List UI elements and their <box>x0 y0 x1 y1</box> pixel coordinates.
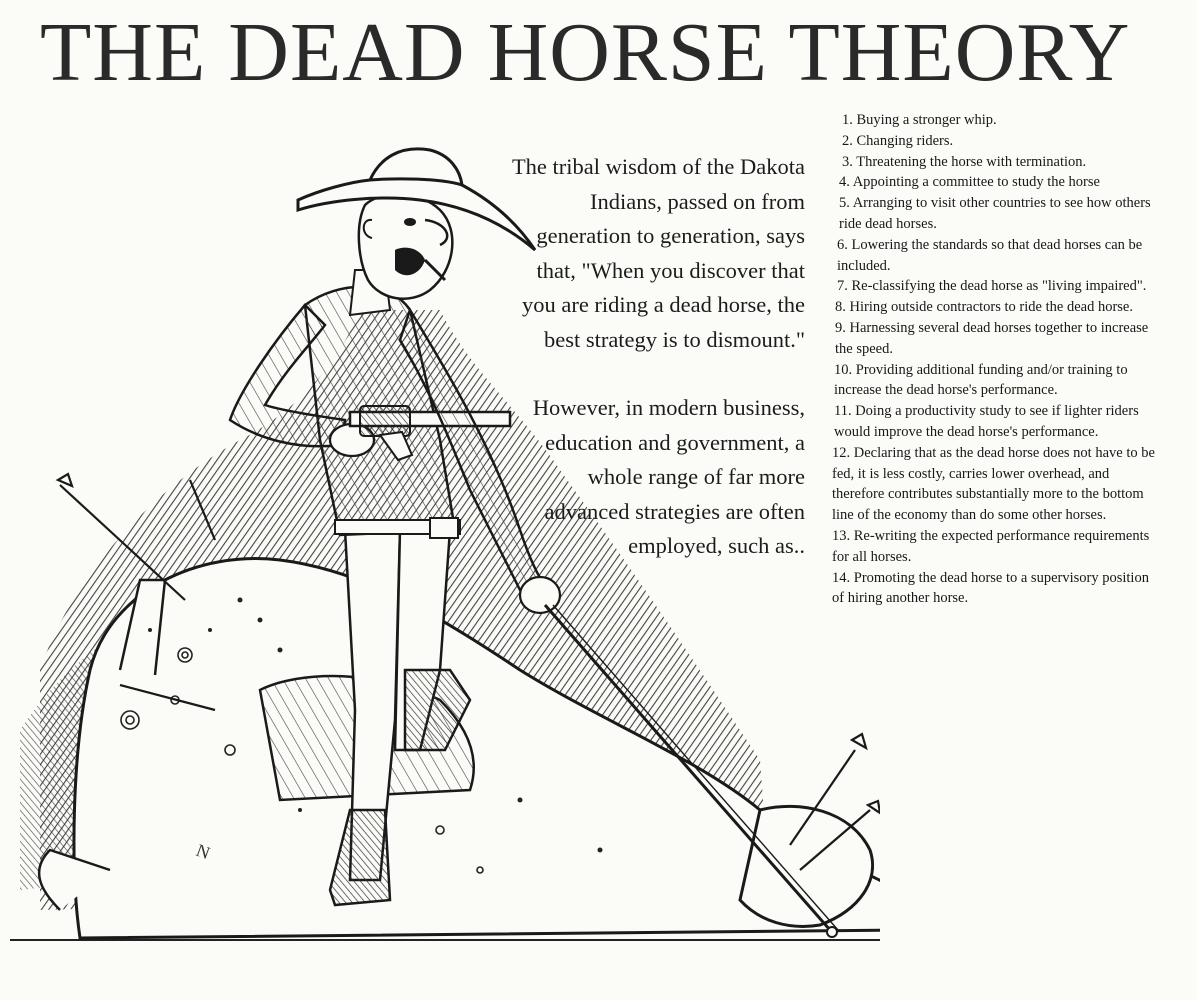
list-item: 3. Threatening the horse with termination. <box>842 153 1087 170</box>
strategy-list <box>830 110 1160 609</box>
svg-text:N: N <box>193 839 213 864</box>
intro-text <box>500 150 805 564</box>
list-item: 5. Arranging to visit other countries to see how others ride dead horses. <box>839 195 1151 232</box>
list-item: 1. Buying a stronger whip. <box>842 112 997 128</box>
page-title: THE DEAD HORSE THEORY <box>40 6 1131 99</box>
list-item: 6. Lowering the standards so that dead horses can be included. <box>837 236 1143 274</box>
intro-paragraph-1: The tribal wisdom of the Dakota Indians, passed on from generation to generation, says that, "When you discover that you are riding a dead horse, the best strategy is to dismount." <box>511 154 805 352</box>
list-item: 9. Harnessing several dead horses together to increase the speed. <box>835 319 1149 357</box>
list-item: 10. Providing additional funding and/or training to increase the dead horse's performance. <box>834 361 1128 399</box>
list-item: 12. Declaring that as the dead horse does not have to be fed, it is less costly, carries lower overhead, and therefore contributes substantially more to the bottom line of the economy than do some other horses. <box>832 444 1155 524</box>
list-item: 14. Promoting the dead horse to a supervisory position of hiring another horse. <box>832 569 1149 607</box>
list-item: 4. Appointing a committee to study the horse <box>839 174 1100 191</box>
list-item: 7. Re-classifying the dead horse as "living impaired". <box>837 278 1147 295</box>
list-item: 8. Hiring outside contractors to ride the dead horse. <box>835 299 1133 316</box>
list-item: 2. Changing riders. <box>842 132 954 149</box>
intro-paragraph-2: However, in modern business, education and government, a whole range of far more advanced strategies are often employed, such as.. <box>532 395 805 558</box>
list-item: 11. Doing a productivity study to see if lighter riders would improve the dead horse's performance. <box>834 403 1139 440</box>
list-item: 13. Re-writing the expected performance requirements for all horses. <box>832 527 1150 565</box>
